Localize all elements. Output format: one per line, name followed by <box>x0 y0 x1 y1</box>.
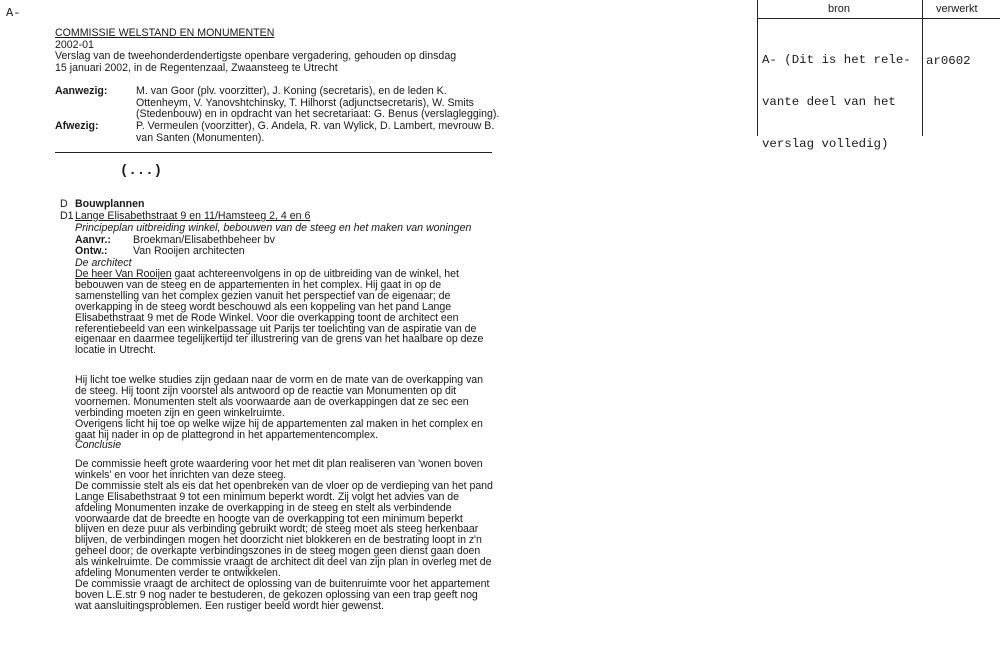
header-divider <box>55 152 492 153</box>
document-header <box>55 28 456 74</box>
paragraph-line: geheel door; de overkapte verbindingszones in de steeg mogen geen dienst gaan doen <box>75 545 481 558</box>
corner-mark: A- <box>6 6 21 20</box>
paragraph-line: referentiebeeld van een winkelpassage uit Parijs ter toelichting van de aspiratie van de <box>75 322 477 335</box>
absent-list <box>136 121 494 144</box>
paragraph-line: voornemen. Monumenten stelt als voorwaarde aan de overkappingen dat ze sec een <box>75 395 469 408</box>
item-address: Lange Elisabethstraat 9 en 11/Hamsteeg 2, 4 en 6 <box>75 210 311 222</box>
sidebar-bron-note <box>762 25 911 165</box>
paragraph-line: blijven, de verbindingen mogen het doorzicht niet blokkeren en de bestrating loopt in z'n <box>75 534 482 547</box>
item-number: D1 <box>60 210 74 222</box>
section-title: Bouwplannen <box>75 198 145 210</box>
paragraph-line: samenstelling van het complex gezien vanuit het perspectief van de eigenaar; de <box>75 289 451 302</box>
paragraph-line: De commissie stelt als eis dat het openbreken van de vloer op de verdieping van het pand <box>75 479 493 492</box>
bron-note-line: A- (Dit is het rele- <box>762 53 911 67</box>
paragraph-line: verbinding moeten zijn en geen winkelruimte. <box>75 406 285 419</box>
sidebar-top-rule <box>757 18 1000 19</box>
paragraph-line: gaat hij nader in op de plattegrond in het appartementencomplex. <box>75 428 379 441</box>
applicant-value: Broekman/Elisabethbeheer bv <box>133 234 275 246</box>
paragraph-line: afdeling Monumenten verder te ontwikkelen. <box>75 567 281 580</box>
absent-line: P. Vermeulen (voorzitter), G. Andela, R. van Wylick, D. Lambert, mevrouw B. <box>136 120 495 132</box>
paragraph-line: bebouwen van de steeg en de appartementen in het complex. Hij gaat in op de <box>75 278 442 291</box>
meeting-description-line: Verslag van de tweehonderdendertigste openbare vergadering, gehouden op dinsdag <box>55 50 457 63</box>
paragraph-line: Hij licht toe welke studies zijn gedaan naar de vorm en de mate van de overkapping van <box>75 374 483 386</box>
paragraph-line: De commissie heeft grote waardering voor het met dit plan realiseren van 'wonen boven <box>75 458 483 470</box>
paragraph-line: wat aansluitingsproblemen. Een rustiger beeld wordt hier gewenst. <box>75 599 384 612</box>
architect-heading: De architect <box>75 257 132 269</box>
architect-paragraph <box>75 269 483 356</box>
present-list <box>136 86 499 121</box>
sidebar-header-bron: bron <box>828 3 851 15</box>
section-letter: D <box>60 198 68 210</box>
absent-line: van Santen (Monumenten). <box>136 131 265 144</box>
bron-note-line: verslag volledig) <box>762 137 889 151</box>
studies-paragraph <box>75 375 483 451</box>
absent-label: Afwezig: <box>55 120 99 132</box>
paragraph-line: afdeling Monumenten inzake de overkapping in de steeg en stelt als verbindende <box>75 501 452 514</box>
sidebar-verwerkt-value: ar0602 <box>926 54 971 68</box>
sidebar-left-border <box>757 0 758 136</box>
paragraph-line: voorwaarde dat de breedte en hoogte van de overkapping tot een minimum beperkt <box>75 512 463 525</box>
paragraph-line: overkapping in de steeg wordt beschouwd als een koppeling van het pand Lange <box>75 300 452 313</box>
conclusion-heading: Conclusie <box>75 439 122 452</box>
paragraph-line: winkels' en voor het inrichten van deze steeg. <box>75 468 287 481</box>
paragraph-line: boven L.E.str 9 nog nader te bestuderen, de gekozen oplossing van een trap geeft nog <box>75 588 478 601</box>
paragraph-line: Lange Elisabethstraat 9 tot een minimum beperkt wordt. Zij volgt het advies van de <box>75 490 459 503</box>
paragraph-line: blijven en deze puur als verbinding gebruikt wordt; de steeg moet als steeg herkenbaar <box>75 523 479 536</box>
designer-label: Ontw.: <box>75 245 108 257</box>
paragraph-line: Overigens licht hij toe op welke wijze hij de appartementen zal maken in het complex en <box>75 417 483 430</box>
paragraph-line: als winkelruimte. De commissie vraagt de architect dit deel van zijn plan in overleg met de <box>75 556 492 569</box>
sidebar-header-verwerkt: verwerkt <box>936 3 978 15</box>
designer-value: Van Rooijen architecten <box>133 245 245 257</box>
applicant-label: Aanvr.: <box>75 234 111 246</box>
architect-first-line-rest: gaat achtereenvolgens in op de uitbreiding van de winkel, het <box>171 268 459 280</box>
paragraph-line: eigenaar en daarmee tegelijkertijd ter illustrering van de grens van het haalbare op deze <box>75 333 484 346</box>
bron-note-line: vante deel van het <box>762 95 896 109</box>
committee-title: COMMISSIE WELSTAND EN MONUMENTEN <box>55 27 275 39</box>
meeting-description-line: 15 januari 2002, in de Regentenzaal, Zwaansteeg te Utrecht <box>55 61 338 74</box>
paragraph-line: locatie in Utrecht. <box>75 344 156 357</box>
paragraph-line: Elisabethstraat 9 met de Rode Winkel. Voor die overkapping toont de architect een <box>75 311 459 324</box>
sidebar-column-divider <box>922 0 923 136</box>
architect-name: De heer Van Rooijen <box>75 268 172 280</box>
present-line: Ottenheym, V. Yanovshtchinsky, T. Hilhorst (adjunctsecretaris), W. Smits <box>136 96 474 109</box>
present-line: (Stedenbouw) en in opdracht van het secretariaat: G. Benus (verslaglegging). <box>136 108 500 121</box>
item-subtitle: Principeplan uitbreiding winkel, bebouwen van de steeg en het maken van woningen <box>75 222 472 234</box>
omission-mark: (...) <box>120 163 163 179</box>
paragraph-line: de steeg. Hij toont zijn voorstel als antwoord op de reactie van Monumenten op dit <box>75 384 457 397</box>
present-line: M. van Goor (plv. voorzitter), J. Koning (secretaris), en de leden K. <box>136 85 447 97</box>
paragraph-line: De commissie vraagt de architect de oplossing van de buitenruimte voor het appartement <box>75 577 490 590</box>
present-label: Aanwezig: <box>55 85 108 97</box>
conclusion-paragraph <box>75 459 493 612</box>
report-year: 2002-01 <box>55 38 94 51</box>
